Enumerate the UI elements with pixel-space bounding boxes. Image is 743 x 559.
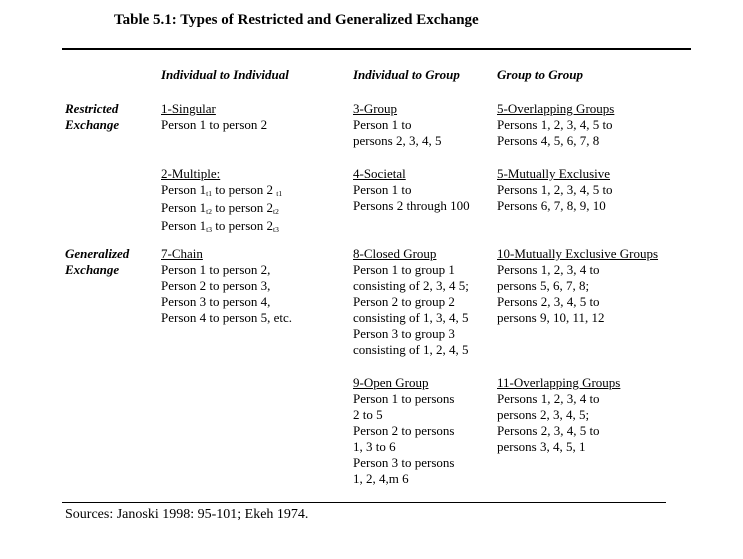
cell-line: Person 1 to person 2, <box>161 262 271 277</box>
text: Person 1 <box>161 218 207 233</box>
cell-overlapping-groups <box>497 101 614 149</box>
cell-type-name: 11-Overlapping Groups <box>497 375 621 390</box>
cell-line: Person 3 to persons <box>353 455 455 470</box>
text: to person 2 <box>211 218 274 233</box>
cell-line: 2 to 5 <box>353 407 383 422</box>
cell-line: Persons 1, 2, 3, 4, 5 to <box>497 182 613 197</box>
cell-line: persons 9, 10, 11, 12 <box>497 310 605 325</box>
header-group-to-group: Group to Group <box>497 67 583 82</box>
table-title: Table 5.1: Types of Restricted and Generalized Exchange <box>114 12 479 28</box>
bottom-rule <box>62 502 666 503</box>
cell-line: 1, 2, 4,m 6 <box>353 471 409 486</box>
cell-line: Persons 1, 2, 3, 4 to <box>497 262 600 277</box>
cell-line: Persons 2, 3, 4, 5 to <box>497 294 600 309</box>
cell-line: Persons 4, 5, 6, 7, 8 <box>497 133 600 148</box>
cell-line: consisting of 2, 3, 4 5; <box>353 278 469 293</box>
row-label-line: Exchange <box>65 262 120 277</box>
cell-line: Persons 2, 3, 4, 5 to <box>497 423 600 438</box>
subscript: t3 <box>206 225 212 234</box>
sources-note: Sources: Janoski 1998: 95-101; Ekeh 1974. <box>65 507 309 522</box>
cell-line: Person 1 to group 1 <box>353 262 455 277</box>
cell-line: Persons 1, 2, 3, 4 to <box>497 391 600 406</box>
header-individual-to-group: Individual to Group <box>353 67 460 82</box>
cell-line <box>161 182 282 200</box>
cell-type-name: 7-Chain <box>161 246 203 261</box>
cell-overlapping-groups-11 <box>497 375 620 455</box>
cell-type-name: 10-Mutually Exclusive Groups <box>497 246 659 261</box>
cell-line: persons 2, 3, 4, 5 <box>353 133 442 148</box>
cell-line: Person 1 to person 2 <box>161 117 268 132</box>
subscript: t1 <box>206 189 212 198</box>
cell-type-name: 3-Group <box>353 101 398 116</box>
cell-line: Persons 2 through 100 <box>353 198 470 213</box>
cell-singular <box>161 101 267 133</box>
cell-societal <box>353 166 470 214</box>
cell-line <box>161 200 282 218</box>
cell-line: consisting of 1, 3, 4, 5 <box>353 310 469 325</box>
cell-closed-group <box>353 246 469 358</box>
text: Person 1 <box>161 182 207 197</box>
cell-line: persons 3, 4, 5, 1 <box>497 439 586 454</box>
cell-line: 1, 3 to 6 <box>353 439 396 454</box>
header-individual-to-individual: Individual to Individual <box>161 67 289 82</box>
cell-multiple <box>161 166 282 236</box>
cell-line <box>161 218 282 236</box>
cell-mutually-exclusive-groups <box>497 246 658 326</box>
cell-line: Person 2 to persons <box>353 423 455 438</box>
cell-line: persons 2, 3, 4, 5; <box>497 407 590 422</box>
cell-type-name: 5-Mutually Exclusive <box>497 166 611 181</box>
cell-group <box>353 101 441 149</box>
cell-line: Person 4 to person 5, etc. <box>161 310 293 325</box>
text: to person 2 <box>211 182 274 197</box>
cell-type-name: 4-Societal <box>353 166 406 181</box>
subscript: t2 <box>273 207 279 216</box>
cell-type-name: 8-Closed Group <box>353 246 437 261</box>
cell-line: consisting of 1, 2, 4, 5 <box>353 342 469 357</box>
cell-type-name: 1-Singular <box>161 101 216 116</box>
text: to person 2 <box>211 200 274 215</box>
row-label-line: Generalized <box>65 246 130 261</box>
cell-line: Person 1 to <box>353 182 412 197</box>
subscript: t2 <box>206 207 212 216</box>
cell-open-group <box>353 375 454 487</box>
cell-line: Person 3 to person 4, <box>161 294 271 309</box>
row-label-line: Restricted <box>65 101 119 116</box>
cell-line: Persons 1, 2, 3, 4, 5 to <box>497 117 613 132</box>
cell-line: Persons 6, 7, 8, 9, 10 <box>497 198 606 213</box>
subscript: t3 <box>273 225 279 234</box>
cell-type-name: 2-Multiple: <box>161 166 221 181</box>
text: Person 1 <box>161 200 207 215</box>
cell-line: Person 2 to group 2 <box>353 294 455 309</box>
cell-line: Person 2 to person 3, <box>161 278 271 293</box>
cell-line: Person 3 to group 3 <box>353 326 455 341</box>
cell-line: persons 5, 6, 7, 8; <box>497 278 590 293</box>
row-label-line: Exchange <box>65 117 120 132</box>
cell-line: Person 1 to <box>353 117 412 132</box>
cell-type-name: 5-Overlapping Groups <box>497 101 615 116</box>
cell-type-name: 9-Open Group <box>353 375 429 390</box>
cell-line: Person 1 to persons <box>353 391 455 406</box>
row-label-restricted-exchange <box>65 101 119 133</box>
top-rule <box>62 48 691 50</box>
row-label-generalized-exchange <box>65 246 129 278</box>
subscript: t1 <box>276 189 283 198</box>
cell-mutually-exclusive <box>497 166 613 214</box>
cell-chain <box>161 246 292 326</box>
